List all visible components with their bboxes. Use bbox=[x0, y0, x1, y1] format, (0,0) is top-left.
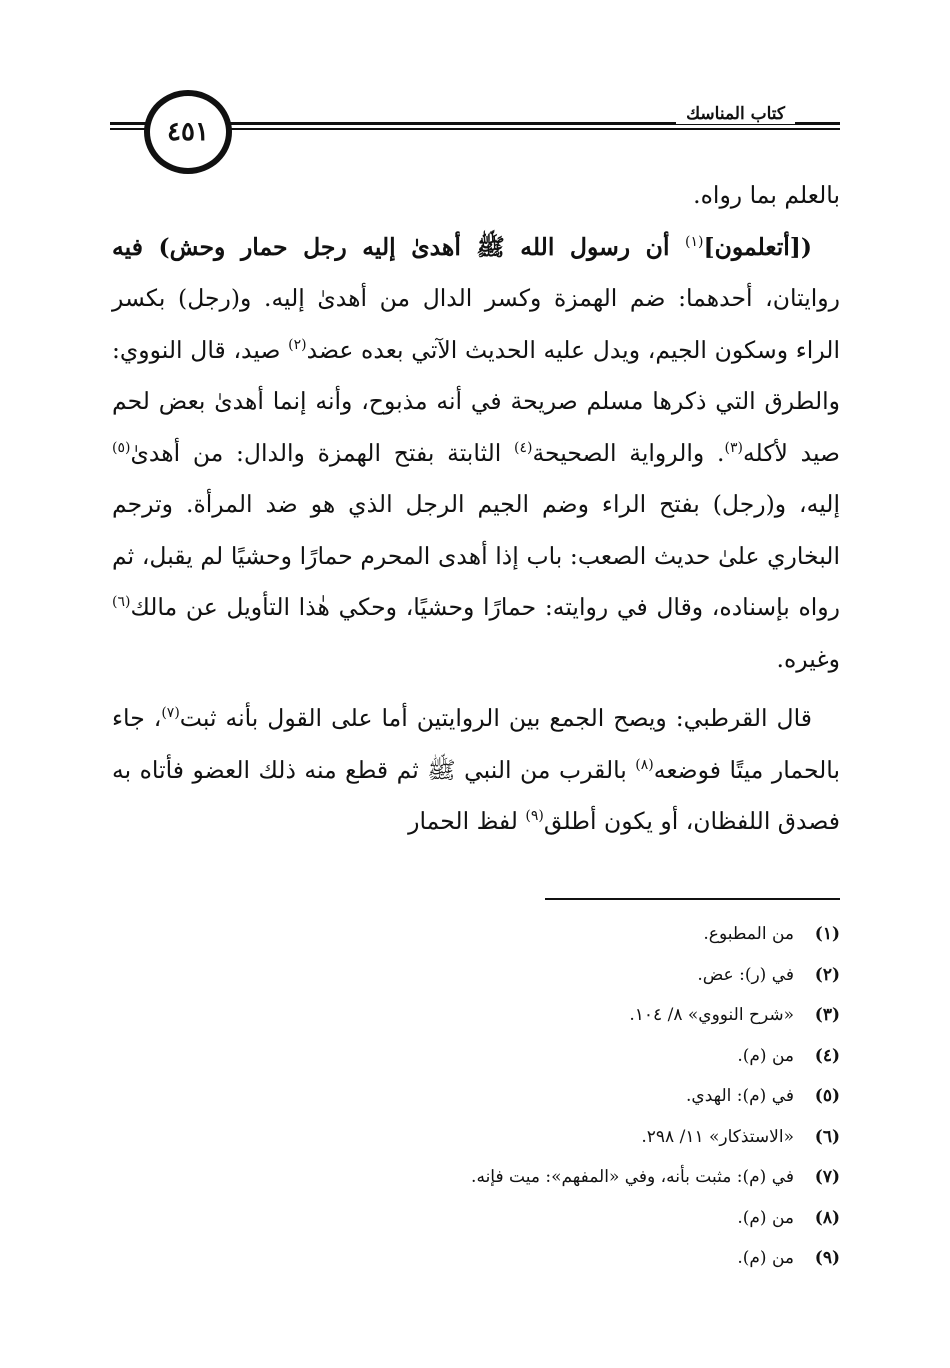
paragraph-3-text-a: قال القرطبي: ويصح الجمع بين الروايتين أما على القول بأنه ثبت bbox=[179, 704, 812, 732]
footnote-ref-2: (٢) bbox=[288, 336, 307, 353]
footnote-ref-1: (١) bbox=[685, 233, 704, 250]
footnotes bbox=[140, 914, 840, 1279]
paragraph-2 bbox=[112, 222, 840, 686]
footnote-text: في (ر): عض. bbox=[697, 964, 794, 985]
footnote-text: من (م). bbox=[737, 1248, 794, 1268]
running-title: كتاب المناسك bbox=[676, 104, 795, 124]
paragraph-2-text-c: . والرواية الصحيحة bbox=[532, 438, 725, 467]
footnote-separator bbox=[545, 898, 840, 900]
paragraph-2-text-b: صيد، قال النووي: والطرق التي ذكرها مسلم صريحة في أنه مذبوح، وأنه إنما أهدىٰ بعض لحم صيد لأكله bbox=[112, 335, 840, 467]
footnote-number: (٧) bbox=[814, 1167, 840, 1187]
footnote-text: من (م). bbox=[737, 1207, 794, 1228]
footnote-4 bbox=[140, 1036, 840, 1077]
paragraph-2-text-f: وغيره. bbox=[776, 644, 840, 673]
footnote-text: من المطبوع. bbox=[703, 924, 794, 944]
footnote-ref-9: (٩) bbox=[525, 808, 544, 825]
footnote-7 bbox=[140, 1157, 840, 1198]
footnote-ref-3: (٣) bbox=[724, 439, 743, 456]
footnote-8 bbox=[140, 1198, 840, 1239]
footnote-ref-5: (٥) bbox=[112, 439, 131, 456]
page-header bbox=[110, 90, 840, 170]
footnote-9 bbox=[140, 1238, 840, 1279]
footnote-number: (٨) bbox=[814, 1207, 840, 1228]
paragraph-3 bbox=[112, 693, 840, 848]
footnote-number: (٦) bbox=[814, 1126, 840, 1147]
footnote-ref-7: (٧) bbox=[161, 705, 180, 722]
paragraph-1: بالعلم بما رواه. bbox=[693, 181, 840, 209]
footnote-number: (٢) bbox=[814, 964, 840, 985]
paragraph-2-text-d: الثابتة بفتح الهمزة والدال: من أهدىٰ bbox=[130, 438, 514, 467]
footnote-1 bbox=[140, 914, 840, 955]
footnote-ref-8: (٨) bbox=[635, 756, 654, 773]
footnote-number: (٥) bbox=[814, 1086, 840, 1106]
quoted-hadith: أن رسول الله ﷺ أهدىٰ إليه رجل حمار وحش) فيه bbox=[112, 232, 685, 261]
footnote-text: في (م): مثبت بأنه، وفي «المفهم»: ميت فإنه. bbox=[471, 1167, 794, 1187]
footnote-6 bbox=[140, 1117, 840, 1158]
footnote-ref-6: (٦) bbox=[112, 594, 131, 611]
paragraph-3-text-d: لفظ الحمار bbox=[408, 807, 526, 835]
main-text bbox=[112, 170, 840, 848]
footnote-2 bbox=[140, 955, 840, 996]
footnote-3 bbox=[140, 995, 840, 1036]
footnote-text: في (م): الهدي. bbox=[686, 1086, 794, 1106]
footnote-number: (٤) bbox=[814, 1045, 840, 1066]
footnote-ref-4: (٤) bbox=[513, 439, 533, 456]
footnote-number: (٣) bbox=[814, 1005, 840, 1025]
footnote-number: (١) bbox=[814, 924, 840, 944]
paragraph-2-text-a: روايتان، أحدهما: ضم الهمزة وكسر الدال من أهدىٰ إليه. و(رجل) بكسر الراء وسكون الجيم، ويدل عليه الحديث الآتي بعده عضد bbox=[112, 284, 840, 364]
footnote-text: «شرح النووي» ٨/ ١٠٤. bbox=[629, 1005, 794, 1025]
footnote-5 bbox=[140, 1076, 840, 1117]
paragraph-3-text-c: بالقرب من النبي ﷺ ثم قطع منه ذلك العضو فأتاه به فصدق اللفظان، أو يكون أطلق bbox=[112, 755, 840, 835]
footnote-text: من (م). bbox=[737, 1045, 794, 1066]
footnote-text: «الاستذكار» ١١/ ٢٩٨. bbox=[641, 1126, 794, 1147]
paragraph-2-text-e: إليه، و(رجل) بفتح الراء وضم الجيم الرجل الذي هو ضد المرأة. وترجم البخاري علىٰ حديث الصعب: باب إذا أهدى المحرم حمارًا وحشيًا لم يقبل، ثم رواه بإسناده، وقال في روايته: حمارًا وحشيًا، وحكي هٰذا التأويل عن مالك bbox=[112, 490, 840, 621]
page-number: ٤٥١ bbox=[144, 90, 232, 174]
quoted-hadith-start: ([أتعلمون] bbox=[703, 232, 812, 261]
footnote-number: (٩) bbox=[814, 1248, 840, 1268]
paragraph-3-text-b: ، جاء بالحمار ميتًا فوضعه bbox=[112, 704, 840, 784]
